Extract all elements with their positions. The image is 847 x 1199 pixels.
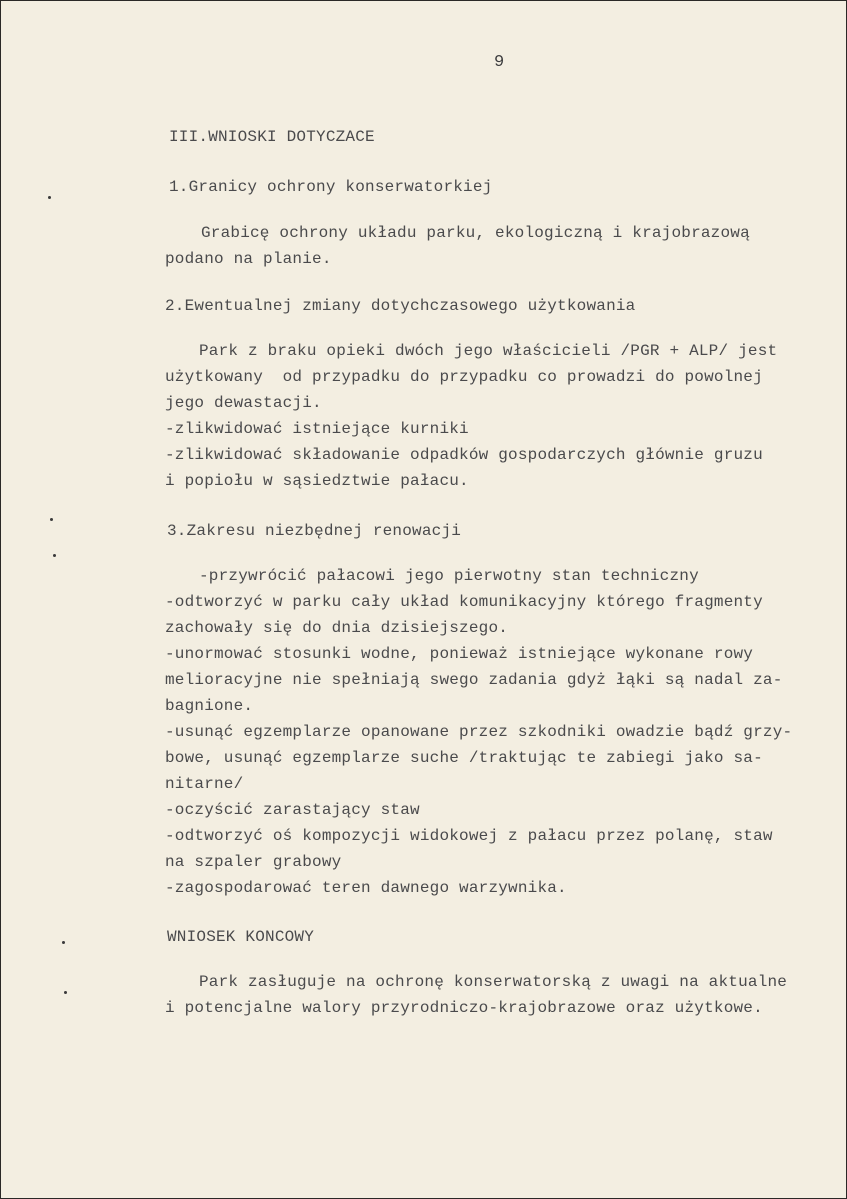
section-3-line: zachowały się do dnia dzisiejszego. xyxy=(165,619,509,637)
margin-mark xyxy=(53,554,56,557)
margin-mark xyxy=(48,196,51,199)
section-3-line: melioracyjne nie spełniają swego zadania gdyż łąki są nadal za- xyxy=(165,671,783,689)
section-3-line: -zagospodarować teren dawnego warzywnika. xyxy=(165,879,567,897)
section-1-title: 1.Granicy ochrony konserwatorkiej xyxy=(169,178,493,196)
section-2-line: Park z braku opieki dwóch jego właścicieli /PGR + ALP/ jest xyxy=(199,342,778,360)
section-2-line: użytkowany od przypadku do przypadku co prowadzi do powolnej xyxy=(165,368,763,386)
section-3-title: 3.Zakresu niezbędnej renowacji xyxy=(167,522,462,540)
margin-mark xyxy=(64,991,67,994)
section-2-line: -zlikwidować istniejące kurniki xyxy=(165,420,469,438)
section-3-line: -usunąć egzemplarze opanowane przez szkodniki owadzie bądź grzy- xyxy=(165,723,793,741)
section-3-line: bagnione. xyxy=(165,697,254,715)
page-number: 9 xyxy=(494,53,505,72)
section-heading: III.WNIOSKI DOTYCZACE xyxy=(169,128,375,146)
section-3-line: -unormować stosunki wodne, ponieważ istniejące wykonane rowy xyxy=(165,645,754,663)
section-3-line: -oczyścić zarastający staw xyxy=(165,801,420,819)
section-2-line: -zlikwidować składowanie odpadków gospodarczych głównie gruzu xyxy=(165,446,763,464)
margin-mark xyxy=(62,941,65,944)
section-2-line: jego dewastacji. xyxy=(165,394,322,412)
section-2-line: i popiołu w sąsiedztwie pałacu. xyxy=(165,472,469,490)
conclusion-title: WNIOSEK KONCOWY xyxy=(167,928,315,946)
section-3-line: na szpaler grabowy xyxy=(165,853,342,871)
section-3-line: -odtworzyć oś kompozycji widokowej z pałacu przez polanę, staw xyxy=(165,827,773,845)
conclusion-line: Park zasługuje na ochronę konserwatorską z uwagi na aktualne xyxy=(199,973,788,991)
margin-mark xyxy=(50,518,53,521)
section-3-line: nitarne/ xyxy=(165,775,244,793)
section-1-line: Grabicę ochrony układu parku, ekologiczną i krajobrazową xyxy=(201,224,750,242)
conclusion-line: i potencjalne walory przyrodniczo-krajobrazowe oraz użytkowe. xyxy=(165,999,763,1017)
section-2-title: 2.Ewentualnej zmiany dotychczasowego użytkowania xyxy=(165,297,636,315)
section-1-line: podano na planie. xyxy=(165,250,332,268)
section-3-line: -przywrócić pałacowi jego pierwotny stan techniczny xyxy=(199,567,699,585)
section-3-line: bowe, usunąć egzemplarze suche /traktując te zabiegi jako sa- xyxy=(165,749,763,767)
section-3-line: -odtworzyć w parku cały układ komunikacyjny którego fragmenty xyxy=(165,593,763,611)
